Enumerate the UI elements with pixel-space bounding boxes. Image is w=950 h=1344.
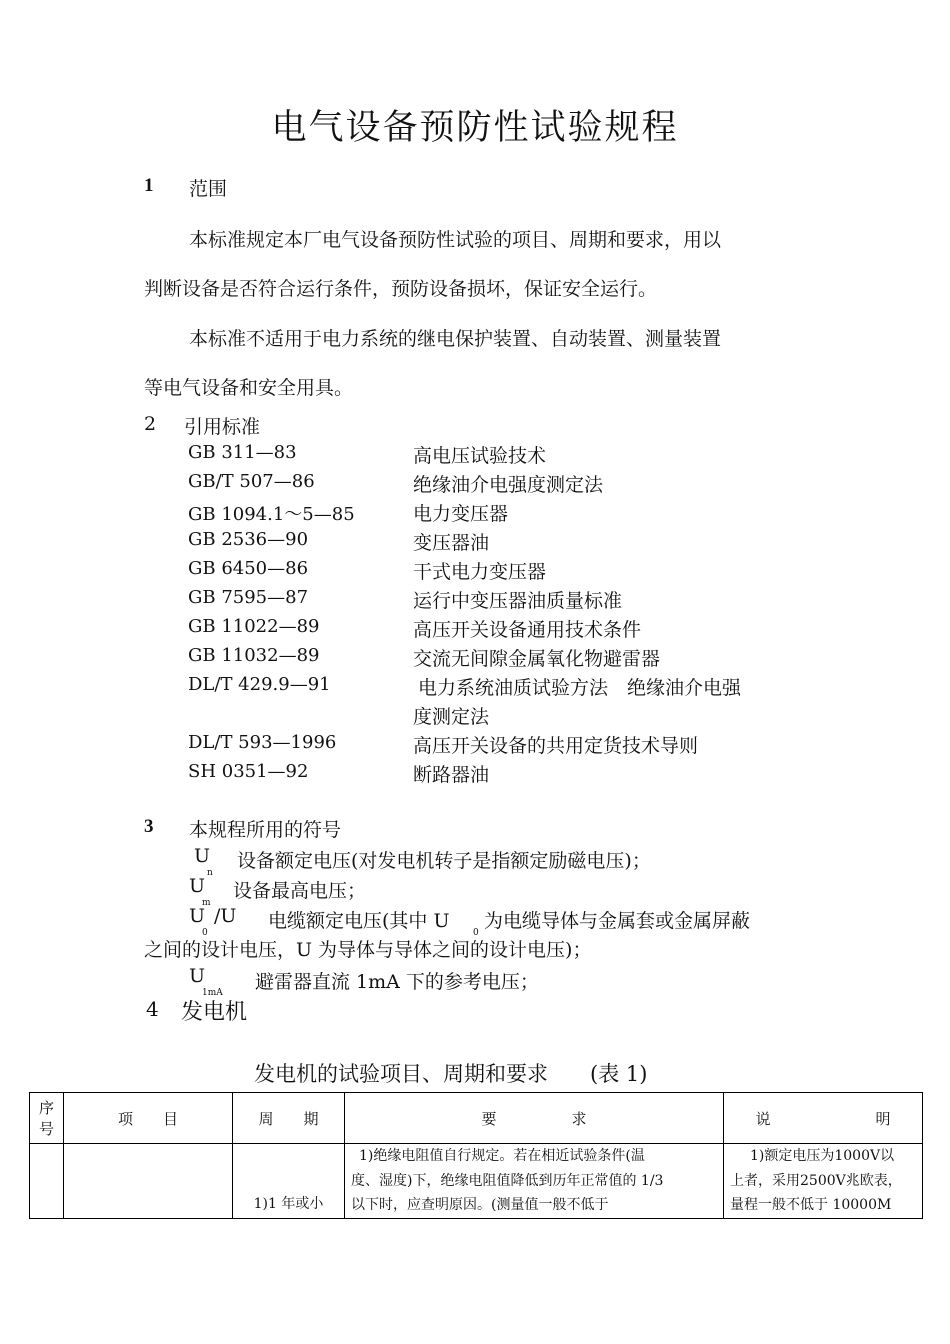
symbol-subscript: n	[207, 868, 213, 878]
header-requirements: 要 求	[345, 1093, 724, 1144]
symbol-un: U	[194, 845, 211, 867]
header-item: 项 目	[64, 1093, 233, 1144]
row-notes-line-1: 1)额定电压为1000V以	[750, 1148, 895, 1164]
symbol-u0-description-cont: 为电缆导体与金属套或金属屏蔽	[484, 910, 751, 932]
ref-code: GB/T 507—86	[188, 471, 315, 492]
section-2-number: 2	[144, 413, 157, 435]
header-seq-line-2: 号	[38, 1120, 54, 1138]
ref-code: GB 311—83	[188, 442, 297, 463]
row-item-cell	[64, 1144, 233, 1219]
section-1-paragraph-2-line-2: 等电气设备和安全用具。	[144, 377, 354, 399]
section-3-heading: 本规程所用的符号	[189, 819, 342, 841]
ref-name: 电力系统油质试验方法 绝缘油介电强	[418, 677, 742, 699]
section-1-paragraph-1-line-1: 本标准规定本厂电气设备预防性试验的项目、周期和要求，用以	[189, 229, 722, 251]
section-1-paragraph-1-line-2: 判断设备是否符合运行条件，预防设备损坏，保证安全运行。	[144, 278, 658, 300]
row-period-cell	[233, 1144, 345, 1219]
ref-name: 高压开关设备的共用定货技术导则	[413, 735, 699, 757]
ref-name: 运行中变压器油质量标准	[413, 590, 623, 612]
section-1-number: 1	[144, 175, 154, 196]
ref-name: 断路器油	[413, 764, 490, 786]
ref-name: 电力变压器	[413, 503, 509, 525]
row-notes-line-2: 上者，采用2500V兆欧表，	[730, 1172, 902, 1189]
row-notes-line-3: 量程一般不低于 10000M	[730, 1197, 892, 1213]
ref-name: 交流无间隙金属氧化物避雷器	[413, 648, 661, 670]
table-1	[29, 1092, 923, 1219]
header-seq	[30, 1093, 64, 1144]
ref-name: 干式电力变压器	[413, 561, 547, 583]
ref-code: GB 6450—86	[188, 558, 309, 579]
header-seq-line-1: 序	[38, 1099, 54, 1117]
page-title: 电气设备预防性试验规程	[271, 108, 679, 148]
row-seq-cell	[30, 1144, 64, 1219]
row-period-text: 1)1 年或小	[253, 1195, 324, 1212]
ref-name-continued: 度测定法	[413, 706, 490, 728]
ref-code: SH 0351—92	[188, 761, 309, 782]
section-2-heading: 引用标准	[184, 416, 261, 438]
ref-name: 变压器油	[413, 532, 490, 554]
symbol-u0-description-line-2: 之间的设计电压，U 为导体与导体之间的设计电压)；	[144, 939, 592, 961]
symbol-um: U	[189, 875, 206, 897]
ref-name: 高压开关设备通用技术条件	[413, 619, 642, 641]
symbol-subscript: m	[202, 898, 211, 908]
symbol-subscript: 0	[202, 928, 208, 938]
symbol-un-description: 设备额定电压(对发电机转子是指额定励磁电压)；	[237, 850, 651, 872]
symbol-um-description: 设备最高电压；	[233, 880, 367, 902]
ref-code: DL/T 593—1996	[188, 732, 337, 753]
section-3-number: 3	[144, 816, 154, 837]
section-1-paragraph-2-line-1: 本标准不适用于电力系统的继电保护装置、自动装置、测量装置	[189, 328, 722, 350]
row-requirements-line-3: 以下时，应查明原因。(测量值一般不低于	[351, 1197, 609, 1213]
symbol-slash-u: /U	[214, 905, 237, 927]
table-1-caption: 发电机的试验项目、周期和要求 (表 1)	[254, 1062, 648, 1086]
header-period: 周 期	[233, 1093, 345, 1144]
row-requirements-cell	[345, 1144, 724, 1219]
ref-code: GB 11032—89	[188, 645, 320, 666]
symbol-subscript: 0	[473, 928, 479, 938]
section-4-heading: 发电机	[181, 1000, 248, 1025]
ref-code: GB 2536—90	[188, 529, 309, 550]
row-notes-cell	[724, 1144, 923, 1219]
row-requirements-line-2: 度、湿度)下，绝缘电阻值降低到历年正常值的 1/3	[351, 1172, 664, 1189]
row-requirements-line-1: 1)绝缘电阻值自行规定。若在相近试验条件(温	[359, 1148, 645, 1164]
section-1-heading: 范围	[189, 178, 228, 200]
ref-name: 高电压试验技术	[413, 445, 547, 467]
symbol-u0: U	[189, 905, 206, 927]
symbol-u0-description: 电缆额定电压(其中 U	[268, 910, 450, 932]
ref-code: DL/T 429.9—91	[188, 674, 331, 695]
symbol-subscript: 1mA	[202, 988, 223, 998]
table-row	[30, 1144, 923, 1219]
ref-name: 绝缘油介电强度测定法	[413, 474, 604, 496]
ref-code: GB 11022—89	[188, 616, 320, 637]
header-notes: 说 明	[724, 1093, 923, 1144]
symbol-u1ma-description: 避雷器直流 1mA 下的参考电压；	[255, 971, 539, 993]
ref-code: GB 1094.1～5—85	[188, 504, 355, 525]
section-4-number: 4	[146, 997, 159, 1021]
symbol-u1ma: U	[189, 965, 206, 987]
ref-code: GB 7595—87	[188, 587, 309, 608]
table-header-row	[30, 1093, 923, 1144]
